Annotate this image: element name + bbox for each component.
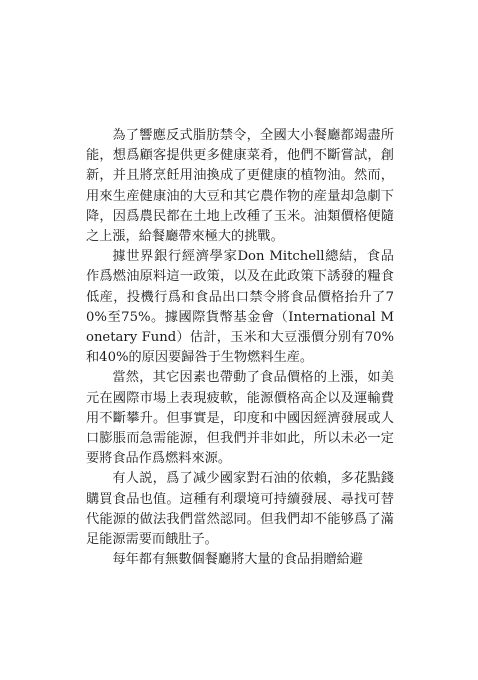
paragraph-3: 當然，其它因素也帶動了食品價格的上漲，如美元在國際市場上表現疲軟，能源價格高企以及運輸費用不斷攀升。但事實是，印度和中國因經濟發展或人口膨脹而急需能源，但我們并非如此，所以未必一定要將食品作爲燃料來源。	[86, 370, 394, 467]
paragraph-5: 每年都有無數個餐廳將大量的食品捐贈給避	[112, 552, 363, 568]
paragraph-1: 為了響應反式脂肪禁令，全國大小餐廳都竭盡所能，想爲顧客提供更多健康菜肴，他們不斷嘗試，創新，并且將烹飪用油換成了更健康的植物油。然而，用來生産健康油的大豆和其它農作物的産量却急劇下降，因爲農民都在土地上改種了玉米。油類價格便隨之上漲，給餐廳帶來極大的挑戰。	[86, 128, 394, 245]
paragraph-4: 有人説，爲了减少國家對石油的依賴，多花點錢購買食品也值。這種有利環境可持續發展、尋找可替代能源的做法我們當然認同。但我們却不能够爲了滿足能源需要而餓肚子。	[86, 471, 394, 548]
article-body	[86, 126, 394, 570]
paragraph-2: 據世界銀行經濟學家Don Mitchell總結，食品作爲燃油原料這一政策，以及在此政策下誘發的糧食低産，投機行爲和食品出口禁令將食品價格抬升了70%至75%。據國際貨幣基金會（International Monetary Fund）估計，玉米和大豆漲價分别有70%和40%的原因要歸咎于生物燃料生産。	[86, 249, 394, 366]
